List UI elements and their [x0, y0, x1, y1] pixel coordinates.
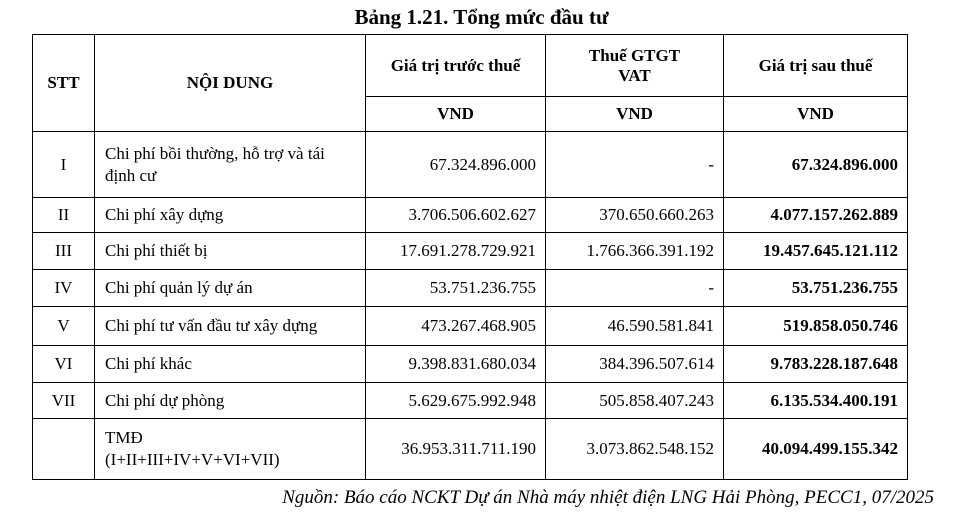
row-sau-thue: 9.783.228.187.648: [724, 346, 908, 383]
total-thue: 3.073.862.548.152: [546, 419, 724, 480]
row-thue: 370.650.660.263: [546, 198, 724, 233]
row-truoc-thue: 17.691.278.729.921: [366, 233, 546, 270]
row-sau-thue: 53.751.236.755: [724, 270, 908, 307]
row-stt: VI: [33, 346, 95, 383]
row-stt: III: [33, 233, 95, 270]
row-noi-dung: Chi phí tư vấn đầu tư xây dựng: [95, 307, 366, 346]
row-stt: II: [33, 198, 95, 233]
total-stt: [33, 419, 95, 480]
row-thue: -: [546, 270, 724, 307]
table-row: [33, 346, 908, 383]
table-title: Bảng 1.21. Tổng mức đầu tư: [354, 5, 609, 29]
header-thue-line1: Thuế GTGT: [588, 45, 681, 65]
table-row: [33, 132, 908, 198]
total-label: TMĐ: [105, 428, 143, 447]
header-thue: [546, 35, 724, 97]
row-noi-dung-line1: Chi phí bồi thường, hỗ trợ và tái: [105, 143, 325, 163]
row-stt: VII: [33, 383, 95, 419]
header-row: [33, 35, 908, 97]
total-formula: (I+II+III+IV+V+VI+VII): [105, 450, 280, 469]
row-noi-dung: Chi phí quản lý dự án: [95, 270, 366, 307]
row-truoc-thue: 473.267.468.905: [366, 307, 546, 346]
row-thue: 384.396.507.614: [546, 346, 724, 383]
unit-thue: VND: [546, 97, 724, 132]
row-stt: V: [33, 307, 95, 346]
total-sau-thue: 40.094.499.155.342: [724, 419, 908, 480]
row-noi-dung: Chi phí thiết bị: [95, 233, 366, 270]
row-thue: -: [546, 132, 724, 198]
row-sau-thue: 4.077.157.262.889: [724, 198, 908, 233]
table-row: [33, 270, 908, 307]
table-row: [33, 307, 908, 346]
row-sau-thue: 519.858.050.746: [724, 307, 908, 346]
unit-sau-thue: VND: [724, 97, 908, 132]
header-truoc-thue: Giá trị trước thuế: [366, 35, 546, 97]
table-row: [33, 383, 908, 419]
row-thue: 46.590.581.841: [546, 307, 724, 346]
source-note: Nguồn: Báo cáo NCKT Dự án Nhà máy nhiệt điện LNG Hải Phòng, PECC1, 07/2025: [282, 487, 934, 508]
row-stt: I: [33, 132, 95, 198]
total-truoc-thue: 36.953.311.711.190: [366, 419, 546, 480]
row-noi-dung-line2: định cư: [105, 165, 157, 185]
row-truoc-thue: 53.751.236.755: [366, 270, 546, 307]
table-row: [33, 198, 908, 233]
row-sau-thue: 19.457.645.121.112: [724, 233, 908, 270]
header-sau-thue: Giá trị sau thuế: [724, 35, 908, 97]
total-noi-dung: [95, 419, 366, 480]
header-stt: STT: [33, 35, 95, 132]
row-sau-thue: 67.324.896.000: [724, 132, 908, 198]
row-noi-dung: Chi phí xây dựng: [95, 198, 366, 233]
row-truoc-thue: 5.629.675.992.948: [366, 383, 546, 419]
row-truoc-thue: 3.706.506.602.627: [366, 198, 546, 233]
row-stt: IV: [33, 270, 95, 307]
unit-truoc-thue: VND: [366, 97, 546, 132]
header-thue-line2: VAT: [618, 65, 651, 85]
total-row: [33, 419, 908, 480]
row-truoc-thue: 9.398.831.680.034: [366, 346, 546, 383]
row-noi-dung: Chi phí dự phòng: [95, 383, 366, 419]
table-row: [33, 233, 908, 270]
investment-table: [32, 34, 908, 480]
row-thue: 505.858.407.243: [546, 383, 724, 419]
row-truoc-thue: 67.324.896.000: [366, 132, 546, 198]
row-noi-dung: [95, 132, 366, 198]
header-noi-dung: NỘI DUNG: [95, 35, 366, 132]
row-noi-dung: Chi phí khác: [95, 346, 366, 383]
row-sau-thue: 6.135.534.400.191: [724, 383, 908, 419]
row-thue: 1.766.366.391.192: [546, 233, 724, 270]
